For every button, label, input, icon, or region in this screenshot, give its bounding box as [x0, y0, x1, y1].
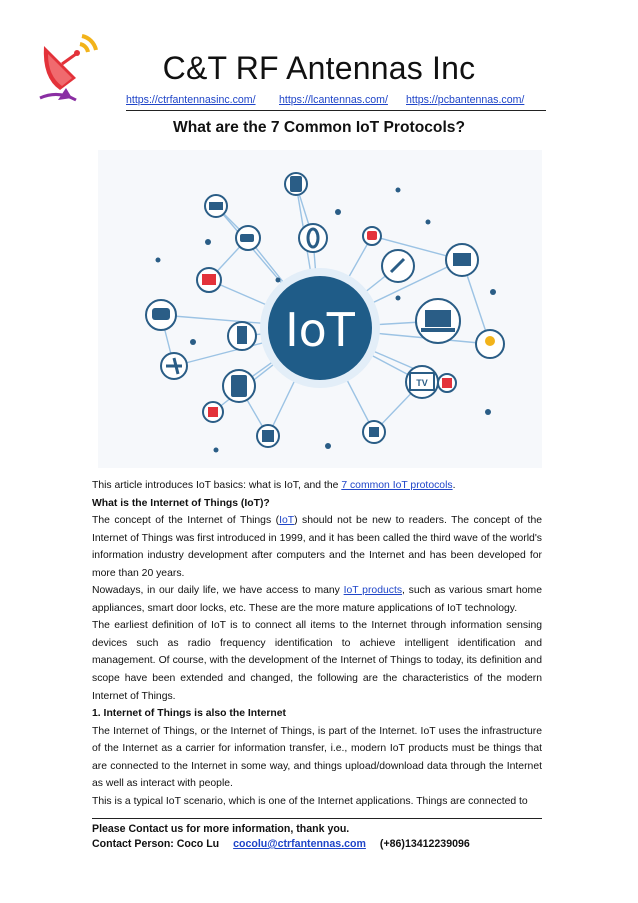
company-name: C&T RF Antennas Inc — [162, 50, 476, 86]
website-link-pcbantennas[interactable]: https://pcbantennas.com/ — [406, 94, 525, 106]
contact-email-link[interactable]: cocolu@ctrfantennas.com — [233, 838, 366, 850]
iot-network-illustration — [98, 150, 542, 468]
tv-label: TV — [416, 378, 428, 388]
iot-products-link[interactable]: IoT products — [343, 585, 403, 597]
contact-person: Contact Person: Coco Lu — [92, 838, 220, 850]
intro-paragraph: This article introduces IoT basics: what is IoT, and the 7 common IoT protocols. — [92, 480, 456, 491]
website-link-ctrfantennasinc[interactable]: https://ctrfantennasinc.com/ — [126, 94, 256, 106]
iot-link[interactable]: IoT — [279, 515, 295, 527]
paragraph-5: This is a typical IoT scenario, which is one of the Internet applications. Things are connected to — [92, 795, 528, 807]
contact-request: Please Contact us for more information, thank you. — [92, 823, 350, 835]
iot-protocols-link[interactable]: 7 common IoT protocols — [341, 480, 453, 491]
contact-footer — [92, 822, 552, 852]
paragraph-1: The concept of the Internet of Things (IoT) should not be new to readers. The concept of the Internet of Things was first introduced in 1999, and it has been called the third wave of the world's information industry development after computers and the Internet and has been developed for more than 20 years. — [92, 515, 542, 579]
contact-phone: (+86)13412239096 — [379, 838, 470, 850]
website-links — [126, 94, 546, 110]
contact-line — [92, 837, 552, 852]
article-title: What are the 7 Common IoT Protocols? — [173, 119, 465, 136]
section-heading-what-is-iot: What is the Internet of Things (IoT)? — [92, 497, 270, 509]
footer-divider — [92, 818, 542, 819]
website-link-lcantennas[interactable]: https://lcantennas.com/ — [279, 94, 388, 106]
paragraph-3: The earliest definition of IoT is to connect all items to the Internet through information sensing devices such as radio frequency identification to achieve intelligent identification and management. Of course, with the development of the Internet of Things to today, its definition and scope have been extended and changed, the following are the characteristics of the modern Internet of Things. — [92, 620, 542, 702]
section-heading-internet: 1. Internet of Things is also the Internet — [92, 708, 286, 720]
paragraph-4: The Internet of Things, or the Internet of Things, is part of the Internet. IoT uses the infrastructure of the Internet as a carrier for information transfer, i.e., modern IoT products must be things that are connected to the Internet in some way, and things upload/download data through the Internet as well as interact with people. — [92, 725, 542, 790]
paragraph-2: Nowadays, in our daily life, we have access to many IoT products, such as various smart home appliances, smart door locks, etc. These are the more mature applications of IoT technology. — [92, 585, 542, 614]
iot-hub-label: IoT — [285, 303, 355, 357]
header-divider — [126, 110, 546, 111]
article-body — [92, 477, 542, 810]
